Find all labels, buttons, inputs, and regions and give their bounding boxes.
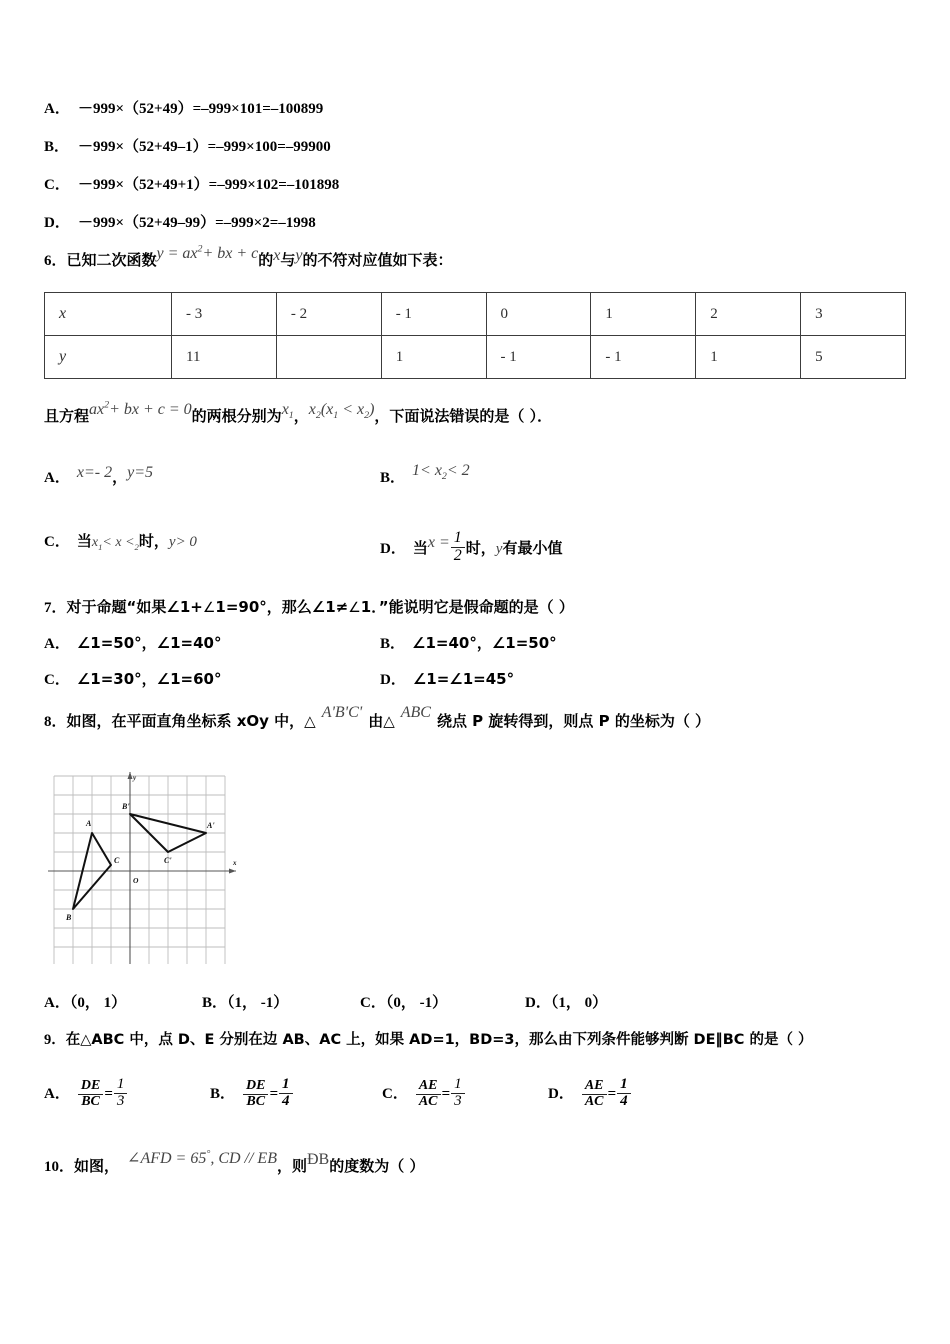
q9-optC-denominator: AC	[416, 1094, 441, 1110]
q6-equation-line	[44, 399, 553, 428]
vertex-label-b-prime: B'	[122, 802, 130, 811]
q8-answer-b-label: B．	[202, 995, 228, 1011]
q8-answer-d-text: （1， 0）	[550, 995, 608, 1011]
q6-equation-exponent: 2	[104, 399, 110, 411]
q9-option-a-label: A．	[44, 1086, 70, 1102]
table-cell-y-1	[276, 336, 381, 379]
table-cell-y-2: 1	[381, 336, 486, 379]
q8-stem-mid: 由△	[368, 712, 395, 730]
q6-option-b-label: B．	[380, 470, 406, 486]
table-row-x	[45, 293, 906, 336]
q8-stem-post: 绕点 P 旋转得到，则点 P 的坐标为（ ）	[436, 712, 711, 730]
origin-label: O	[133, 876, 139, 885]
q10-math-1	[119, 1150, 277, 1167]
vertex-label-c-prime: C'	[164, 856, 172, 865]
q8-answer-c-label: C．	[360, 995, 386, 1011]
q6-optC-lt: < x <	[102, 535, 135, 550]
table-cell-x-0: - 3	[172, 293, 277, 336]
parallel-symbol-icon: ∥	[715, 1032, 723, 1048]
q5-option-c-label: C．	[44, 177, 70, 193]
q6-optD-denominator: 2	[451, 547, 465, 565]
q9-option-a	[44, 1077, 128, 1110]
q6-cond-close: )	[369, 401, 375, 418]
q6-optD-fraction	[451, 530, 465, 565]
q10-stem-post: 的度数为（ ）	[329, 1157, 425, 1175]
q7-option-b-text: ∠1=40°，∠1=50°	[412, 634, 557, 652]
q6-stem-part1: 已知二次函数	[66, 251, 157, 269]
vertex-label-a-prime: A'	[207, 821, 215, 830]
vertex-label-b: B	[66, 913, 72, 922]
q6-cond-lt: < x	[338, 401, 365, 418]
q9-optD-denominator: AC	[582, 1094, 607, 1110]
q9-optA-value-num: 1	[116, 1076, 125, 1092]
q7-stem-mid: 1=90°，那么∠1≠	[215, 598, 349, 616]
q9-optB-denominator: BC	[243, 1094, 268, 1110]
q6-stem-part3: 与	[280, 251, 296, 269]
q6-root1	[281, 401, 294, 422]
q6-var-x: x	[273, 247, 281, 264]
q9-optB-value-den: 4	[279, 1093, 293, 1110]
q9-option-c-label: C．	[382, 1086, 408, 1102]
y-axis-arrow	[128, 772, 133, 779]
q9-optC-value-den: 3	[451, 1093, 465, 1110]
grid-lines	[54, 776, 225, 964]
q8-stem	[44, 704, 711, 731]
q9-option-d-value	[617, 1077, 631, 1110]
q5-option-d-label: D．	[44, 215, 70, 231]
q8-answer-b	[202, 991, 360, 1012]
q6-option-b	[380, 462, 470, 489]
q6-optA-eq: =- 2	[83, 464, 113, 481]
q9-optD-value-num: 1	[620, 1076, 628, 1092]
q8-figure	[44, 768, 244, 964]
table-cell-x-5: 2	[696, 293, 801, 336]
q6-formula	[157, 245, 259, 262]
q9-optA-denominator: BC	[78, 1094, 103, 1110]
q6-root1-sub: 1	[288, 410, 294, 422]
q5-option-a-label: A．	[44, 101, 70, 117]
q10-stem-pre: 如图，	[74, 1157, 120, 1175]
q7-option-b	[380, 632, 557, 653]
table-cell-x-6: 3	[801, 293, 906, 336]
q8-answer-d	[525, 991, 607, 1012]
q6-optA-comma: ，	[112, 468, 128, 486]
q6-optA-y: y	[127, 464, 135, 481]
q8-answers	[44, 991, 607, 1012]
q5-option-d-text: －999×（52+49–99）=–999×2=–1998	[78, 215, 316, 231]
q9-optA-value-den: 3	[114, 1093, 128, 1110]
y-axis-label: y	[133, 774, 137, 782]
q8-answer-b-text: （1， -1）	[227, 995, 289, 1011]
q6-equation	[89, 401, 192, 418]
q10-math1-main: ∠AFD = 65	[127, 1150, 207, 1167]
q7-option-d	[380, 668, 514, 689]
q9-option-d	[548, 1077, 632, 1110]
q7-option-c-label: C．	[44, 672, 70, 688]
q6-stem-part2: 的	[258, 251, 274, 269]
q6-optD-y: y	[495, 541, 503, 558]
q9-optD-value-den: 4	[617, 1093, 631, 1110]
q6-root2-sub: 2	[315, 410, 321, 422]
q5-option-a-text: －999×（52+49）=–999×101=–100899	[78, 101, 324, 117]
q9-optD-numerator: AE	[584, 1078, 604, 1094]
q9-option-c-ratio	[416, 1079, 441, 1109]
q6-optB-pre: 1< x	[412, 462, 442, 479]
q6-optD-tail: 有最小值	[502, 539, 563, 558]
table-cell-y-6: 5	[801, 336, 906, 379]
q6-formula-main: y = ax	[156, 245, 198, 262]
table-cell-y-4: - 1	[591, 336, 696, 379]
q7-angle-symbol-1: ∠	[202, 600, 216, 616]
q6-formula-exponent: 2	[197, 243, 203, 255]
q7-option-b-label: B．	[380, 636, 406, 652]
q8-answer-a-text: （0， 1）	[69, 995, 127, 1011]
q6-option-a-math2	[127, 464, 153, 481]
q6-cond-sub1: 1	[333, 410, 339, 422]
q8-stem-pre: 如图，在平面直角坐标系 xOy 中，△	[66, 712, 316, 730]
q6-optB-sub: 2	[441, 471, 447, 483]
q8-answer-c-text: （0， -1）	[385, 995, 448, 1011]
q10-stem-mid: ，则	[276, 1157, 307, 1175]
q9-optA-numerator: DE	[80, 1078, 101, 1094]
q6-var-y: y	[295, 247, 303, 264]
q5-option-b-label: B．	[44, 139, 70, 155]
q9-optD-equals: =	[607, 1086, 617, 1102]
q9-optB-numerator: DE	[246, 1078, 266, 1094]
q7-option-a-text: ∠1=50°，∠1=40°	[76, 634, 222, 652]
q7-stem	[44, 596, 574, 617]
q6-optC-sub1: 1	[98, 541, 103, 552]
q9-option-d-label: D．	[548, 1086, 574, 1102]
q6-root2-var: x	[308, 401, 316, 418]
table-cell-y-3: - 1	[486, 336, 591, 379]
q9-option-b-value	[279, 1077, 293, 1110]
q6-option-c-label: C．	[44, 534, 70, 550]
q6-root1-var: x	[281, 401, 289, 418]
q6-optC-sub2: 2	[134, 541, 139, 552]
q6-optD-numerator: 1	[453, 529, 462, 546]
q6-optA-eq2: =5	[134, 464, 153, 481]
q9-option-b	[210, 1077, 294, 1110]
q6-eq-comma: ，	[293, 407, 309, 425]
q6-stem-part4: 的不符对应值如下表：	[302, 251, 453, 269]
q6-optC-x1: x	[91, 535, 99, 550]
table-cell-y-5: 1	[696, 336, 801, 379]
table-row-y	[45, 336, 906, 379]
q6-optC-gt: > 0	[175, 534, 197, 550]
q9-option-b-ratio	[243, 1079, 268, 1109]
q7-option-c	[44, 668, 222, 689]
q6-optA-x: x	[76, 464, 84, 481]
q8-triangle-2-label: ABC	[400, 704, 431, 721]
q5-option-b	[44, 135, 331, 156]
q7-option-d-label: D．	[380, 672, 406, 688]
q9-option-a-value	[114, 1077, 128, 1110]
vertex-label-a: A	[86, 819, 92, 828]
q7-option-c-text: ∠1=30°，∠1=60°	[76, 670, 222, 688]
q5-option-c-text: －999×（52+49+1）=–999×102=–101898	[78, 177, 340, 193]
q5-option-a	[44, 97, 323, 118]
q9-optC-value-num: 1	[454, 1076, 462, 1092]
q6-number: 6．	[44, 253, 67, 269]
q7-angle-symbol-2: ∠	[348, 600, 361, 616]
table-cell-x-3: 0	[486, 293, 591, 336]
q6-equation-rest: + bx + c = 0	[109, 401, 192, 418]
table-cell-x-2: - 1	[381, 293, 486, 336]
q10-math2: , CD // EB	[210, 1150, 277, 1167]
q9-option-c	[382, 1077, 466, 1110]
q5-option-d	[44, 211, 316, 232]
q6-optD-when: 当	[412, 539, 428, 558]
table-cell-y-0: 11	[172, 336, 277, 379]
q10-number: 10．	[44, 1159, 75, 1175]
q9-optC-numerator: AE	[418, 1078, 438, 1094]
q8-triangle-1-label: A'B'C'	[321, 704, 363, 721]
q9-optB-value-num: 1	[282, 1076, 290, 1092]
q6-stem	[44, 243, 453, 270]
q6-root-condition	[320, 401, 375, 422]
q9-optB-equals: =	[269, 1086, 279, 1102]
q6-eq-suffix: ，下面说法错误的是（ ）．	[374, 407, 553, 425]
table-header-x: x	[45, 293, 172, 336]
q6-optB-rest: < 2	[446, 462, 470, 479]
q8-answer-c	[360, 991, 525, 1012]
q9-stem-post: BC 的是（ ）	[722, 1032, 813, 1048]
q6-option-c	[44, 530, 197, 552]
q5-option-b-text: －999×（52+49–1）=–999×100=–99900	[78, 139, 331, 155]
q6-option-a	[44, 466, 153, 487]
q6-cond-open: (x	[320, 401, 334, 418]
q6-optC-y: y	[168, 534, 176, 550]
x-axis-arrow	[229, 869, 236, 874]
q7-stem-pre: 对于命题“如果∠1+	[66, 598, 203, 616]
q6-cond-sub2: 2	[364, 410, 370, 422]
q6-eq-mid: 的两根分别为	[191, 407, 282, 425]
q9-stem	[44, 1028, 813, 1049]
q6-root2	[308, 401, 321, 422]
table-cell-x-1: - 2	[276, 293, 381, 336]
q6-option-a-math	[77, 464, 112, 481]
q7-stem-post: 1．”能说明它是假命题的是（ ）	[360, 598, 574, 616]
q7-option-a	[44, 632, 222, 653]
q6-eq-prefix: 且方程	[44, 407, 90, 425]
q9-option-b-label: B．	[210, 1086, 236, 1102]
q9-option-c-value	[451, 1077, 465, 1110]
q7-option-d-text: ∠1=∠1=45°	[412, 670, 515, 688]
q8-answer-a	[44, 991, 202, 1012]
q10-stem	[44, 1148, 425, 1176]
q8-number: 8．	[44, 714, 67, 730]
q6-optC-shi: 时，	[138, 532, 169, 550]
coordinate-grid-svg	[44, 768, 244, 964]
q6-formula-rest: + bx + c	[202, 245, 259, 262]
table-cell-x-4: 1	[591, 293, 696, 336]
q9-optA-equals: =	[104, 1086, 113, 1102]
q6-optD-shi: 时，	[465, 539, 496, 558]
q5-option-c	[44, 173, 339, 194]
q9-number: 9．	[44, 1032, 66, 1048]
q9-stem-pre: 在△ABC 中，点 D、E 分别在边 AB、AC 上，如果 AD=1，BD=3，那么由下列条件能够判断 DE	[65, 1032, 716, 1048]
q6-option-b-math	[412, 462, 470, 483]
q10-degree-symbol: °	[206, 1148, 211, 1160]
q6-option-a-label: A．	[44, 470, 70, 486]
q6-option-d	[380, 530, 562, 565]
q6-optC-when: 当	[76, 532, 92, 550]
q7-option-a-label: A．	[44, 636, 70, 652]
q6-optD-x: x =	[427, 534, 450, 552]
q6-optC-math	[92, 535, 139, 550]
q8-answer-d-label: D．	[525, 995, 551, 1011]
q10-garbled-char: ĐB	[307, 1151, 330, 1168]
table-header-y: y	[45, 336, 172, 379]
q6-equation-main: ax	[89, 401, 105, 418]
q9-optC-equals: =	[441, 1086, 451, 1102]
q6-option-d-label: D．	[380, 541, 406, 558]
q7-number: 7．	[44, 600, 67, 616]
x-axis-label: x	[233, 859, 237, 867]
q9-option-d-ratio	[582, 1079, 607, 1109]
vertex-label-c: C	[114, 856, 120, 865]
axes	[48, 772, 236, 964]
q8-answer-a-label: A．	[44, 995, 70, 1011]
q6-value-table	[44, 292, 906, 379]
q9-option-a-ratio	[78, 1079, 103, 1109]
